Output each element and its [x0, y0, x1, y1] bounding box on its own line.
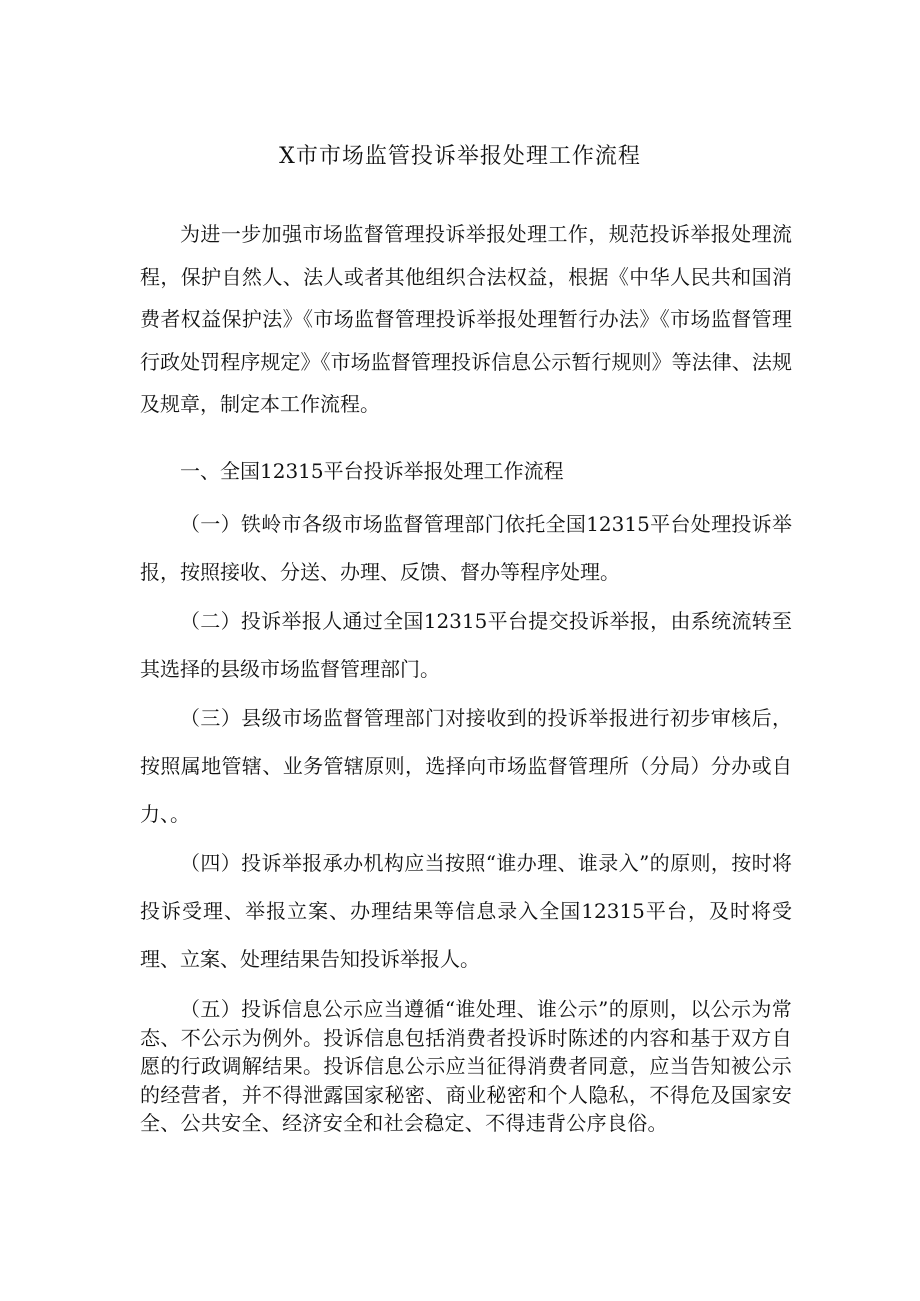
item-paragraph-1: （一）铁岭市各级市场监督管理部门依托全国12315平台处理投诉举报，按照接收、分送、办理、反馈、督办等程序处理。: [140, 512, 792, 584]
section-heading: 一、全国12315平台投诉举报处理工作流程: [180, 459, 564, 483]
item-paragraph-3: （三）县级市场监督管理部门对接收到的投诉举报进行初步审核后，按照属地管辖、业务管辖原则，选择向市场监督管理所（分局）分办或自力、。: [140, 706, 792, 826]
item-paragraph-4: （四）投诉举报承办机构应当按照“谁办理、谁录入”的原则，按时将投诉受理、举报立案、办理结果等信息录入全国12315平台，及时将受理、立案、处理结果告知投诉举报人。: [140, 851, 792, 971]
item-paragraph-5: （五）投诉信息公示应当遵循“谁处理、谁公示”的原则，以公示为常态、不公示为例外。投诉信息包括消费者投诉时陈述的内容和基于双方自愿的行政调解结果。投诉信息公示应当征得消费者同意，应当告知被公示的经营者，并不得泄露国家秘密、商业秘密和个人隐私，不得危及国家安全、公共安全、经济安全和社会稳定、不得违背公序良俗。: [140, 997, 792, 1135]
intro-paragraph: 为进一步加强市场监督管理投诉举报处理工作，规范投诉举报处理流程，保护自然人、法人或者其他组织合法权益，根据《中华人民共和国消费者权益保护法》《市场监督管理投诉举报处理暂行办法》《市场监督管理行政处罚程序规定》《市场监督管理投诉信息公示暂行规则》等法律、法规及规章，制定本工作流程。: [140, 222, 792, 416]
document-title: X市市场监管投诉举报处理工作流程: [279, 144, 641, 169]
item-paragraph-2: （二）投诉举报人通过全国12315平台提交投诉举报，由系统流转至其选择的县级市场监督管理部门。: [140, 609, 792, 681]
